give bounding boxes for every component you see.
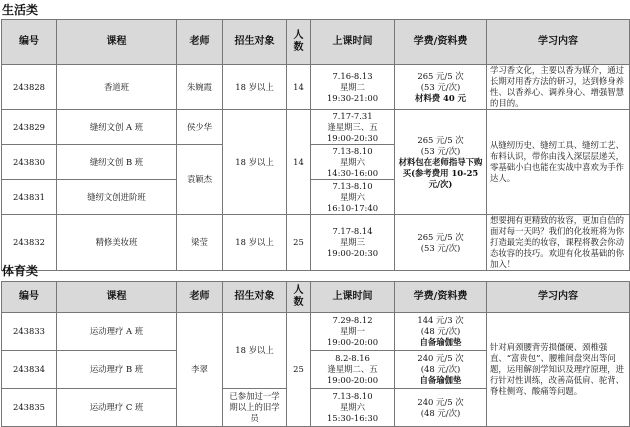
teacher-name: 朱婉霞: [177, 65, 223, 110]
fee: 265 元/5 次 (53 元/次): [395, 215, 487, 271]
course-id: 243828: [2, 65, 57, 110]
count: 14: [287, 110, 311, 215]
header-target: 招生对象: [223, 20, 287, 65]
course-name: 精修美妆班: [57, 215, 177, 271]
header-content: 学习内容: [487, 20, 630, 65]
header-teacher: 老师: [177, 20, 223, 65]
course-id: 243829: [2, 110, 57, 145]
content: 想要拥有更精致的妆容，更加自信的面对每一天吗？我们的化妆班将为你打造最完美的妆容，课程将教会你动态妆容的技巧。欢迎有化妆基础的你加入！: [487, 215, 630, 271]
time: 7.17-8.14 星期三 19:00-20:30: [311, 215, 395, 271]
time: 7.13-8.10 星期六 15:30-16:30: [311, 389, 395, 427]
course-id: 243832: [2, 215, 57, 271]
header-content: 学习内容: [487, 282, 630, 313]
target: 18 岁以上: [223, 313, 287, 389]
header-fee: 学费/资料费: [395, 20, 487, 65]
course-name: 香道班: [57, 65, 177, 110]
header-course: 课程: [57, 20, 177, 65]
fee: 240 元/5 次 (48 元/次) 自备瑜伽垫: [395, 351, 487, 389]
section-title-life: 生活类: [2, 3, 39, 17]
course-id: 243833: [2, 313, 57, 351]
course-name: 运动理疗 C 班: [57, 389, 177, 427]
teacher-name: 梁莹: [177, 215, 223, 271]
course-name: 缝纫文创 B 班: [57, 145, 177, 180]
content: 学习香文化，主要以香为媒介，通过长期对用香方法的研习，达到修身养性、以香养心、调养身心、增强智慧的目的。: [487, 65, 630, 110]
fee: 144 元/3 次 (48 元/次) 自备瑜伽垫: [395, 313, 487, 351]
count: 25: [287, 313, 311, 427]
header-time: 上课时间: [311, 20, 395, 65]
teacher-name: 袁颖杰: [177, 145, 223, 215]
header-course: 课程: [57, 282, 177, 313]
target: 18 岁以上: [223, 215, 287, 271]
teacher-name: 李翠: [177, 313, 223, 427]
fee: 265 元/5 次 (53 元/次) 材料费 40 元: [395, 65, 487, 110]
content: 针对肩颈腰背劳损僵硬、颈椎强直、“富贵包”、腰椎间盘突出等问题，运用解剖学知识及理疗原理，进行针对性训练，改善高低肩、驼背、脊柱侧弯、酸痛等问题。: [487, 313, 630, 427]
course-name: 运动理疗 B 班: [57, 351, 177, 389]
table-row: [2, 215, 630, 271]
course-name: 缝纫文创 A 班: [57, 110, 177, 145]
course-id: 243835: [2, 389, 57, 427]
header-count: 人数: [287, 20, 311, 65]
teacher-name: 侯少华: [177, 110, 223, 145]
table-row: [2, 313, 630, 351]
time: 7.17-7.31 逢星期三、五 19:00-20:30: [311, 110, 395, 145]
target: 18 岁以上: [223, 65, 287, 110]
header-count: 人数: [287, 282, 311, 313]
header-id: 编号: [2, 20, 57, 65]
time: 7.13-8.10 星期六 16:10-17:40: [311, 180, 395, 215]
life-table: [1, 19, 630, 271]
target: 已参加过一学期以上的旧学员: [223, 389, 287, 427]
course-id: 243831: [2, 180, 57, 215]
count: 14: [287, 65, 311, 110]
course-id: 243834: [2, 351, 57, 389]
header-id: 编号: [2, 282, 57, 313]
time: 7.13-8.10 星期六 14:30-16:00: [311, 145, 395, 180]
count: 25: [287, 215, 311, 271]
fee: 265 元/5 次 (53 元/次) 材料包在老师指导下购买(参考费用 10-25 元/次): [395, 110, 487, 215]
section-title-sport: 体育类: [2, 264, 39, 278]
table-row: [2, 65, 630, 110]
content: 从缝纫历史、缝纫工具、缝纫工艺、布料认识，带你由浅入深层层递关，零基础小白也能在实战中喜欢为手作达人。: [487, 110, 630, 215]
course-id: 243830: [2, 145, 57, 180]
time: 8.2-8.16 逢星期二、五 19:00-20:00: [311, 351, 395, 389]
header-fee: 学费/资料费: [395, 282, 487, 313]
time: 7.16-8.13 星期二 19:30-21:00: [311, 65, 395, 110]
header-teacher: 老师: [177, 282, 223, 313]
sport-table: [1, 281, 630, 427]
course-name: 运动理疗 A 班: [57, 313, 177, 351]
header-time: 上课时间: [311, 282, 395, 313]
header-target: 招生对象: [223, 282, 287, 313]
fee: 240 元/5 次 (48 元/次): [395, 389, 487, 427]
header-row: [2, 20, 630, 65]
header-row: [2, 282, 630, 313]
course-name: 缝纫文创进阶班: [57, 180, 177, 215]
time: 7.29-8.12 星期一 19:00-20:00: [311, 313, 395, 351]
target: 18 岁以上: [223, 110, 287, 215]
table-row: [2, 110, 630, 145]
